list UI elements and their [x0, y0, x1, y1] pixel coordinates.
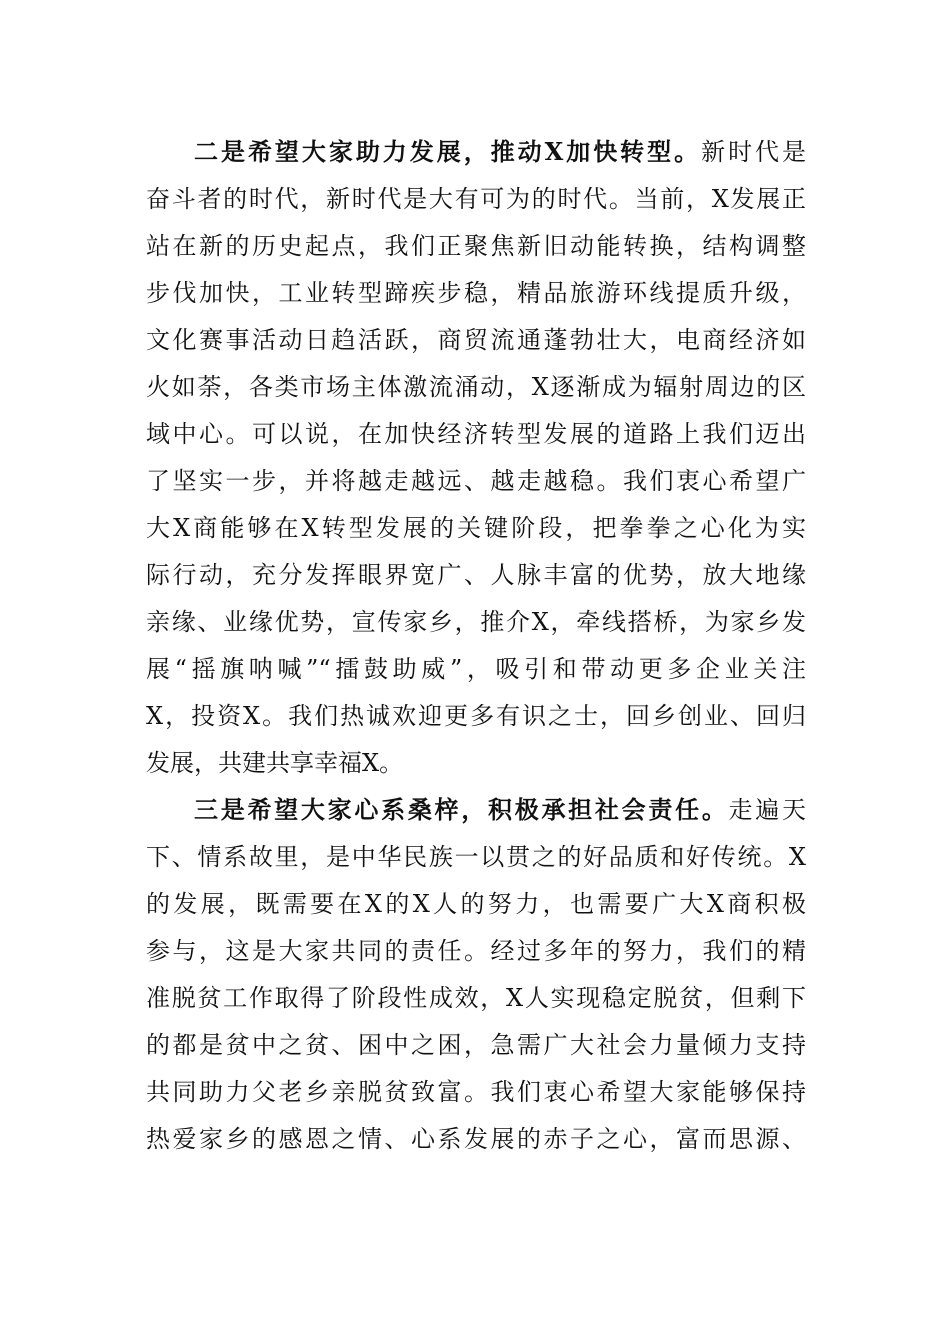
text-line: 奋斗者的时代，新时代是大有可为的时代。当前，X发展正 [146, 185, 806, 213]
text-line: 准脱贫工作取得了阶段性成效，X人实现稳定脱贫，但剩下 [146, 984, 806, 1012]
text-line: 亲缘、业缘优势，宣传家乡，推介X，牵线搭桥，为家乡发 [146, 608, 806, 636]
text-line [194, 136, 806, 168]
text-line: 展“摇旗呐喊”“擂鼓助威”，吸引和带动更多企业关注 [146, 655, 806, 683]
text-line: 下、情系故里，是中华民族一以贯之的好品质和好传统。X [146, 843, 806, 871]
text-line: 步伐加快，工业转型蹄疾步稳，精品旅游环线提质升级， [146, 279, 806, 307]
text-line: 火如荼，各类市场主体激流涌动，X逐渐成为辐射周边的区 [146, 373, 806, 401]
line-text: 走遍天 [728, 796, 807, 824]
text-line: 热爱家乡的感恩之情、心系发展的赤子之心，富而思源、 [146, 1125, 806, 1153]
text-line: 的都是贫中之贫、困中之困，急需广大社会力量倾力支持 [146, 1031, 806, 1059]
paragraph-heading: 二是希望大家助力发展，推动X加快转型。 [194, 137, 702, 166]
text-line: 际行动，充分发挥眼界宽广、人脉丰富的优势，放大地缘 [146, 561, 806, 589]
text-line: 站在新的历史起点，我们正聚焦新旧动能转换，结构调整 [146, 232, 806, 260]
text-line: 参与，这是大家共同的责任。经过多年的努力，我们的精 [146, 937, 806, 965]
text-line: X，投资X。我们热诚欢迎更多有识之士，回乡创业、回归 [146, 702, 806, 730]
text-line [194, 794, 806, 826]
text-line: 共同助力父老乡亲脱贫致富。我们衷心希望大家能够保持 [146, 1078, 806, 1106]
paragraph-heading: 三是希望大家心系桑梓，积极承担社会责任。 [194, 795, 729, 824]
text-line: 发展，共建共享幸福X。 [146, 749, 404, 777]
text-line: 文化赛事活动日趋活跃，商贸流通蓬勃壮大，电商经济如 [146, 326, 806, 354]
text-line: 了坚实一步，并将越走越远、越走越稳。我们衷心希望广 [146, 467, 806, 495]
text-line: 的发展，既需要在X的X人的努力，也需要广大X商积极 [146, 890, 806, 918]
text-line: 大X商能够在X转型发展的关键阶段，把拳拳之心化为实 [146, 514, 806, 542]
text-line: 域中心。可以说，在加快经济转型发展的道路上我们迈出 [146, 420, 806, 448]
line-text: 新时代是 [701, 138, 807, 166]
